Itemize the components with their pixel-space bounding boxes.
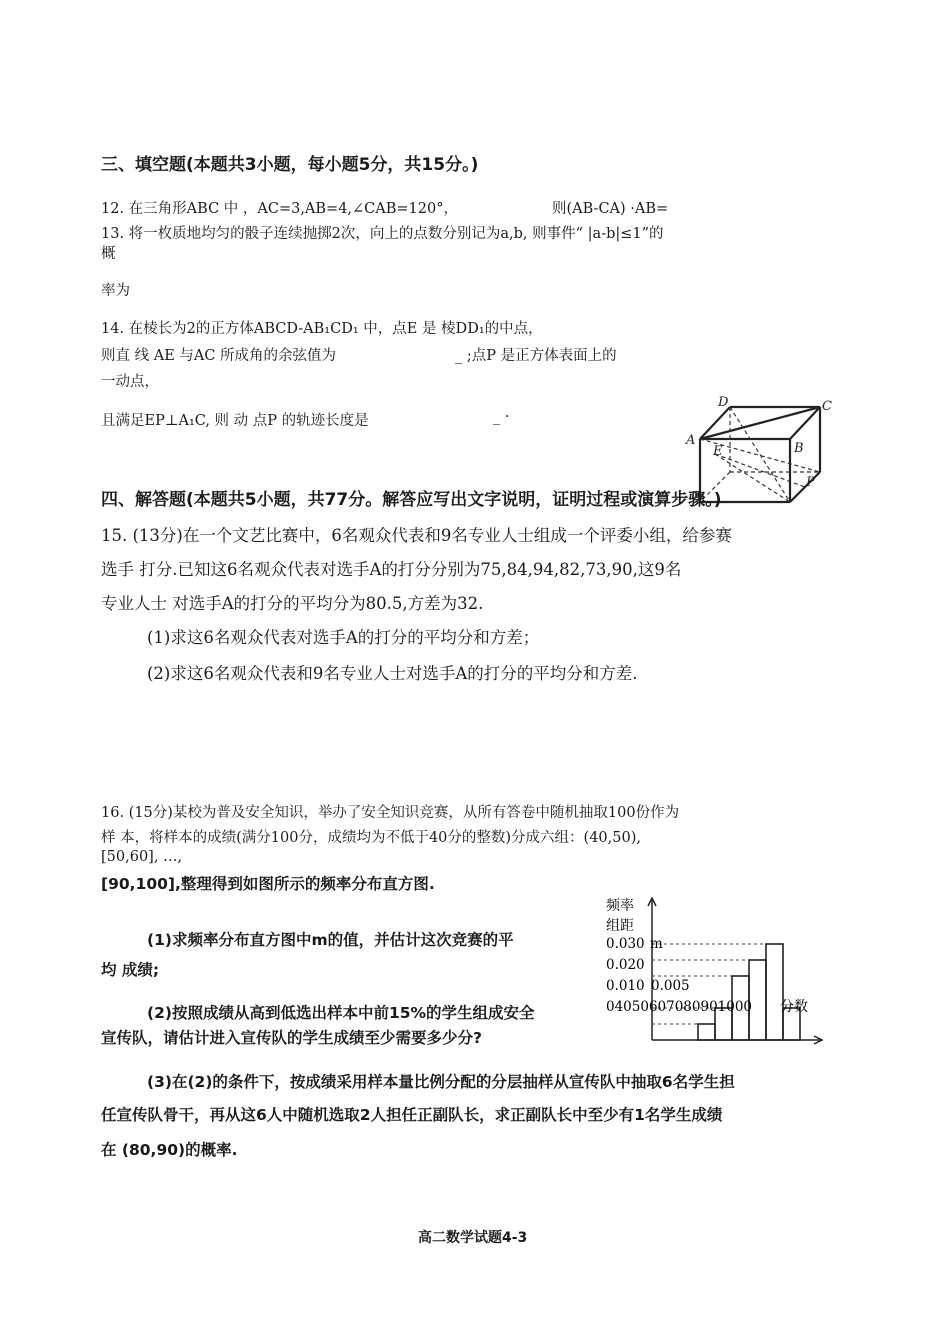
q15-sub1: (1)求这6名观众代表对选手A的打分的平均分和方差； (147, 628, 540, 647)
hist-ytick-0005: 0.005 (651, 978, 690, 994)
q12-text-b: 则(AB-CA) ·AB= (552, 201, 669, 217)
page-footer: 高二数学试题4-3 (418, 1230, 528, 1246)
hist-ytick-0010: 0.010 (606, 978, 645, 994)
cube-label-e: E (713, 444, 723, 459)
cube-label-c: C (822, 399, 832, 414)
hist-ylabel-line2: 组距 (606, 918, 634, 934)
q15-line2: 选手 打分.已知这6名观众代表对选手A的打分分别为75,84,94,82,73,90,这9名 (101, 560, 682, 579)
section3-heading: 三、填空题(本题共3小题，每小题5分，共15分。) (101, 155, 479, 175)
q14-line2a: 则直 线 AE 与AC 所成角的余弦值为 (101, 348, 337, 364)
q16-sub2b: 宣传队，请估计进入宣传队的学生成绩至少需要多少分? (101, 1029, 482, 1047)
hist-ytick-m: m (650, 936, 663, 952)
q15-sub2: (2)求这6名观众代表和9名专业人士对选手A的打分的平均分和方差. (147, 664, 638, 683)
q13-line2: 概 (101, 246, 116, 262)
q16-line4: [90,100],整理得到如图所示的频率分布直方图. (101, 875, 435, 893)
cube-label-p: P (806, 475, 815, 490)
q14-line2b: _ ;点P 是正方体表面上的 (455, 348, 617, 364)
q16-sub3b: 任宣传队骨干，再从这6人中随机选取2人担任正副队长，求正副队长中至少有1名学生成绩 (101, 1106, 723, 1124)
q14-line4b: _ · (493, 409, 510, 425)
hist-ytick-0020: 0.020 (606, 957, 645, 973)
histogram-bar-5 (766, 944, 783, 1040)
q15-line1: 15. (13分)在一个文艺比赛中，6名观众代表和9名专业人士组成一个评委小组，给参赛 (101, 526, 732, 545)
q16-sub3a: (3)在(2)的条件下，按成绩采用样本量比例分配的分层抽样从宣传队中抽取6名学生担 (147, 1073, 735, 1091)
frequency-histogram (600, 892, 830, 1052)
q14-line1: 14. 在棱长为2的正方体ABCD-AB₁CD₁ 中，点E 是 棱DD₁的中点， (101, 321, 543, 337)
q14-line3: 一动点， (101, 374, 159, 390)
hist-ylabel-line1: 频率 (606, 898, 634, 914)
q16-line3: [50,60], …, (101, 849, 183, 865)
q16-sub2a: (2)按照成绩从高到低选出样本中前15%的学生组成安全 (147, 1004, 535, 1022)
q16-sub3c: 在 (80,90)的概率. (101, 1141, 238, 1159)
q13-line1: 13. 将一枚质地均匀的骰子连续抛掷2次，向上的点数分别记为a,b, 则事件“ |a-b|≤1”的 (101, 226, 664, 242)
q13-line3: 率为 (101, 283, 130, 299)
histogram-bar-1 (698, 1024, 715, 1040)
section4-heading: 四、解答题(本题共5小题，共77分。解答应写出文字说明，证明过程或演算步骤。) (101, 490, 722, 510)
cube-label-d: D (718, 395, 729, 410)
cube-label-b: B (794, 441, 804, 456)
q16-line1: 16. (15分)某校为普及安全知识，举办了安全知识竞赛，从所有答卷中随机抽取100份作为 (101, 805, 680, 821)
cube-label-a: A (686, 433, 696, 448)
q16-line2: 样 本，将样本的成绩(满分100分，成绩均为不低于40分的整数)分成六组：(40,50), (101, 830, 641, 846)
q15-line3: 专业人士 对选手A的打分的平均分为80.5,方差为32. (101, 594, 484, 613)
hist-xlabel: 分数 (780, 999, 808, 1015)
q14-line4a: 且满足EP⊥A₁C, 则 动 点P 的轨迹长度是 (101, 413, 369, 429)
hist-xticks: 04050607080901000 (606, 999, 753, 1015)
q16-sub1a: (1)求频率分布直方图中m的值，并估计这次竞赛的平 (147, 931, 514, 949)
hist-ytick-0030: 0.030 (606, 936, 645, 952)
q16-sub1b: 均 成绩; (101, 961, 160, 979)
q12-text-a: 12. 在三角形ABC 中 ，AC=3,AB=4,∠CAB=120°， (101, 201, 458, 217)
